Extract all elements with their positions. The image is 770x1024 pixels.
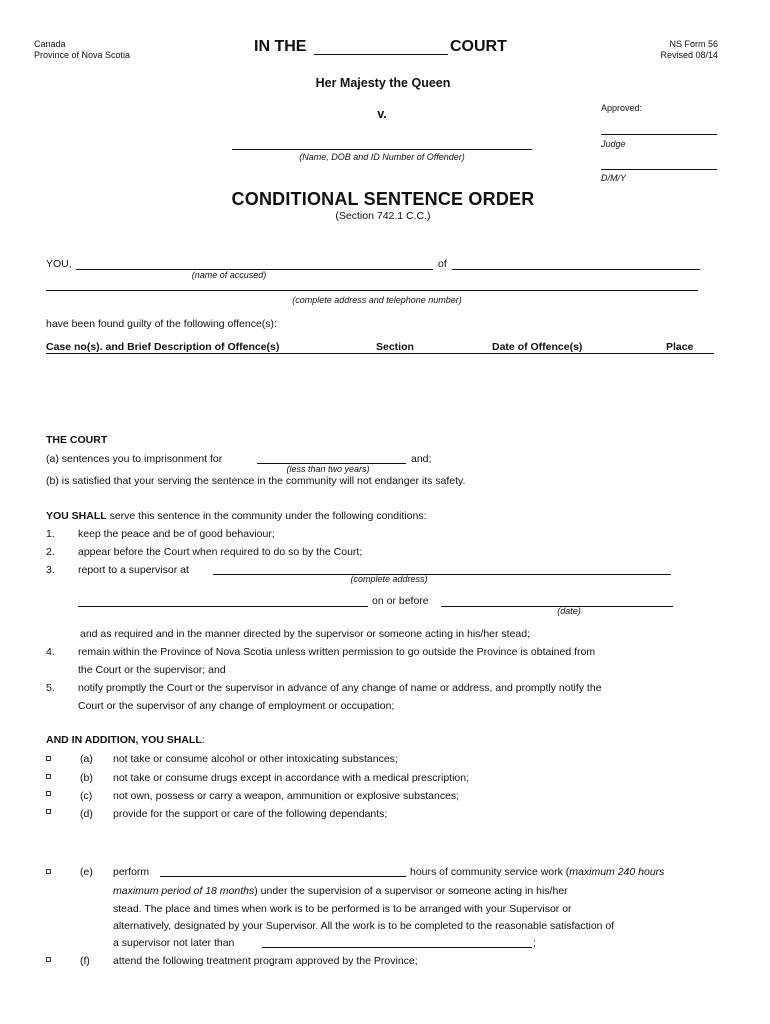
conditions-lead-bold: YOU SHALL xyxy=(46,510,107,522)
add-a-text: not take or consume alcohol or other intoxicating substances; xyxy=(113,753,398,765)
accused-address-line[interactable] xyxy=(46,290,698,291)
checkbox-b[interactable] xyxy=(46,774,51,779)
condition-5-line1: notify promptly the Court or the supervisor in advance of any change of name or address, and promptly notify the xyxy=(78,682,602,694)
court-b-text: (b) is satisfied that your serving the sentence in the community will not endanger its safety. xyxy=(46,475,466,487)
crown-party: Her Majesty the Queen xyxy=(315,76,451,90)
condition-2: appear before the Court when required to do so by the Court; xyxy=(78,546,363,558)
court-heading: THE COURT xyxy=(46,434,108,446)
header-province: Province of Nova Scotia xyxy=(34,50,131,60)
offences-intro: have been found guilty of the following offence(s): xyxy=(46,318,277,330)
add-e-line4: alternatively, designated by your Supervisor. All the work is to be completed to the reasonable satisfaction of xyxy=(113,920,615,932)
supervisor-address-caption: (complete address) xyxy=(350,574,428,584)
offences-header-rule xyxy=(46,353,714,354)
court-a-text: (a) sentences you to imprisonment for xyxy=(46,453,223,465)
condition-4-line1: remain within the Province of Nova Scotia unless written permission to go outside the Province is obtained from xyxy=(78,646,596,658)
completion-date-line[interactable] xyxy=(262,947,532,948)
additional-heading-colon: : xyxy=(201,734,205,746)
header-country: Canada xyxy=(34,39,66,49)
add-e-line5-end: ; xyxy=(533,937,536,949)
checkbox-a[interactable] xyxy=(46,756,51,761)
col-section: Section xyxy=(376,341,414,353)
condition-1-num: 1. xyxy=(46,528,55,540)
add-b-label: (b) xyxy=(80,772,93,784)
condition-4-num: 4. xyxy=(46,646,55,658)
add-f-text: attend the following treatment program approved by the Province; xyxy=(113,955,418,967)
supervisor-address-line[interactable] xyxy=(213,574,671,575)
add-a-label: (a) xyxy=(80,753,93,765)
add-c-label: (c) xyxy=(80,790,93,802)
additional-heading xyxy=(46,734,205,746)
on-or-before: on or before xyxy=(372,595,429,607)
offender-line[interactable] xyxy=(232,149,532,150)
add-e-max-period: maximum period of 18 months xyxy=(113,885,255,897)
document-title: CONDITIONAL SENTENCE ORDER xyxy=(231,189,535,209)
form-revised: Revised 08/14 xyxy=(660,50,718,60)
add-f-label: (f) xyxy=(80,955,90,967)
of-label: of xyxy=(438,258,447,270)
accused-of-line[interactable] xyxy=(452,269,700,270)
add-e-line2-rest: ) under the supervision of a supervisor or someone acting in his/her xyxy=(254,885,568,897)
condition-1: keep the peace and be of good behaviour; xyxy=(78,528,275,540)
add-e-max-hours: maximum 240 hours xyxy=(569,866,665,878)
add-e-line3: stead. The place and times when work is to be performed is to be arranged with your Supervisor or xyxy=(113,903,572,915)
additional-heading-text: AND IN ADDITION, YOU SHALL xyxy=(46,734,202,746)
address-caption: (complete address and telephone number) xyxy=(292,295,462,305)
add-e-perform: perform xyxy=(113,866,150,878)
supervisor-line-2[interactable] xyxy=(78,606,368,607)
versus: v. xyxy=(377,107,387,121)
approval-date-line[interactable] xyxy=(601,169,717,170)
form-number: NS Form 56 xyxy=(669,39,718,49)
add-e-line2 xyxy=(113,885,568,897)
col-date: Date of Offence(s) xyxy=(492,341,583,353)
add-e-hours-text: hours of community service work ( xyxy=(410,866,570,878)
court-a-and: and; xyxy=(411,453,432,465)
dmy-label: D/M/Y xyxy=(601,173,627,183)
you-label: YOU, xyxy=(46,258,72,270)
document-section: (Section 742.1 C.C.) xyxy=(335,210,431,222)
conditions-lead xyxy=(46,510,427,522)
col-place: Place xyxy=(666,341,694,353)
checkbox-d[interactable] xyxy=(46,809,51,814)
judge-label: Judge xyxy=(601,139,626,149)
conditions-lead-text: serve this sentence in the community under the following conditions: xyxy=(106,510,427,522)
checkbox-c[interactable] xyxy=(46,791,51,796)
add-d-text: provide for the support or care of the following dependants; xyxy=(113,808,388,820)
court-prefix: IN THE xyxy=(254,38,307,55)
condition-2-num: 2. xyxy=(46,546,55,558)
col-case-description: Case no(s). and Brief Description of Offence(s) xyxy=(46,341,280,353)
condition-4-line2: the Court or the supervisor; and xyxy=(78,664,226,676)
condition-5-line2: Court or the supervisor of any change of employment or occupation; xyxy=(78,700,395,712)
term-caption: (less than two years) xyxy=(286,464,370,474)
community-hours-line[interactable] xyxy=(160,876,406,877)
approved-label: Approved: xyxy=(601,103,643,113)
offender-caption: (Name, DOB and ID Number of Offender) xyxy=(299,152,465,162)
name-caption: (name of accused) xyxy=(191,270,267,280)
add-b-text: not take or consume drugs except in accordance with a medical prescription; xyxy=(113,772,470,784)
report-date-caption: (date) xyxy=(557,606,581,616)
condition-3-continued: and as required and in the manner directed by the supervisor or someone acting in his/her stead; xyxy=(80,628,531,640)
add-e-line5: a supervisor not later than xyxy=(113,937,235,949)
checkbox-e[interactable] xyxy=(46,869,51,874)
add-d-label: (d) xyxy=(80,808,93,820)
add-e-label: (e) xyxy=(80,866,93,878)
condition-5-num: 5. xyxy=(46,682,55,694)
add-c-text: not own, possess or carry a weapon, ammunition or explosive substances; xyxy=(113,790,460,802)
condition-3-num: 3. xyxy=(46,564,55,576)
checkbox-f[interactable] xyxy=(46,957,51,962)
court-suffix: COURT xyxy=(450,38,507,55)
court-name-line[interactable] xyxy=(314,54,448,55)
condition-3: report to a supervisor at xyxy=(78,564,189,576)
judge-signature-line[interactable] xyxy=(601,134,717,135)
add-e-hours xyxy=(410,866,664,878)
